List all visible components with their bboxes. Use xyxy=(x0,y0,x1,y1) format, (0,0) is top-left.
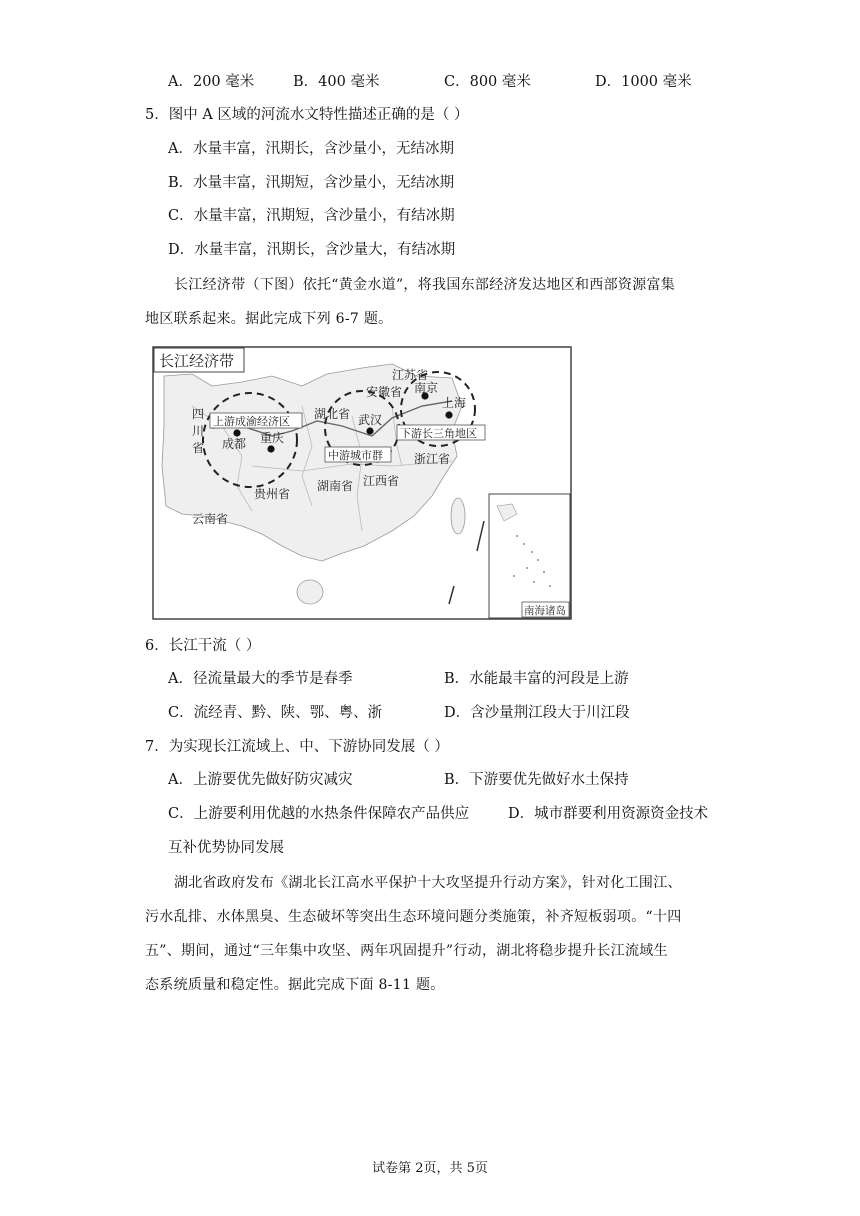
intro2-line1: 湖北省政府发布《湖北长江高水平保护十大攻坚提升行动方案》，针对化工围江、 xyxy=(174,875,682,891)
q5-option-d: D．水量丰富，汛期长，含沙量大，有结冰期 xyxy=(168,242,456,258)
q5-option-b: B．水量丰富，汛期短，含沙量小，无结冰期 xyxy=(168,175,455,191)
province-sichuan-1: 四 xyxy=(192,407,205,421)
q7-option-b: B．下游要优先做好水土保持 xyxy=(444,772,629,788)
province-guizhou: 贵州省 xyxy=(254,487,291,501)
upper-region-label: 上游成渝经济区 xyxy=(213,415,290,428)
province-jiangxi: 江西省 xyxy=(363,474,400,488)
city-nanjing: 南京 xyxy=(414,381,439,395)
wuhan-marker xyxy=(366,427,373,434)
q4-option-b: B．400 毫米 xyxy=(293,74,380,90)
intro1-line2: 地区联系起来。据此完成下列 6-7 题。 xyxy=(145,311,393,327)
q6-option-a: A．径流量最大的季节是春季 xyxy=(168,671,353,687)
chengdu-marker xyxy=(233,429,240,436)
q4-option-a: A．200 毫米 xyxy=(168,74,255,90)
city-shanghai: 上海 xyxy=(442,396,467,410)
city-chengdu: 成都 xyxy=(222,437,247,451)
q6-option-c: C．流经青、黔、陕、鄂、粤、浙 xyxy=(168,705,383,721)
q7-option-c: C．上游要利用优越的水热条件保障农产品供应 xyxy=(168,806,470,822)
q6-option-d: D．含沙量荆江段大于川江段 xyxy=(444,705,630,721)
q6-stem: 6．长江干流（ ） xyxy=(145,638,261,654)
province-hunan: 湖南省 xyxy=(317,479,354,493)
lower-region-label: 下游长三角地区 xyxy=(400,427,477,440)
inset-label: 南海诸岛 xyxy=(524,605,566,617)
hainan-island xyxy=(297,580,323,604)
taiwan-island xyxy=(451,498,465,534)
middle-region-label: 中游城市群 xyxy=(328,449,383,462)
intro2-line4: 态系统质量和稳定性。据此完成下面 8-11 题。 xyxy=(145,977,445,993)
map-title: 长江经济带 xyxy=(159,352,235,370)
city-chongqing: 重庆 xyxy=(260,431,285,445)
q6-option-b: B．水能最丰富的河段是上游 xyxy=(444,671,629,687)
q4-option-c: C．800 毫米 xyxy=(444,74,531,90)
intro2-line3: 五”、期间，通过“三年集中攻坚、两年巩固提升”行动，湖北将稳步提升长江流域生 xyxy=(145,943,668,959)
province-jiangsu: 江苏省 xyxy=(392,368,429,382)
chongqing-marker xyxy=(267,445,274,452)
province-hubei: 湖北省 xyxy=(314,407,351,421)
q5-option-c: C．水量丰富，汛期短，含沙量小，有结冰期 xyxy=(168,208,455,224)
intro1-line1: 长江经济带（下图）依托“黄金水道”，将我国东部经济发达地区和西部资源富集 xyxy=(174,277,676,293)
q7-stem: 7．为实现长江流域上、中、下游协同发展（ ） xyxy=(145,739,449,755)
q7-option-d-cont: 互补优势协同发展 xyxy=(168,840,284,856)
q5-stem: 5．图中 A 区域的河流水文特性描述正确的是（ ） xyxy=(145,107,469,123)
province-zhejiang: 浙江省 xyxy=(414,452,451,466)
page-footer: 试卷第 2页，共 5页 xyxy=(372,1161,488,1176)
q7-option-d: D．城市群要利用资源资金技术 xyxy=(508,806,709,822)
intro2-line2: 污水乱排、水体黑臭、生态破坏等突出生态环境问题分类施策，补齐短板弱项。“十四 xyxy=(145,909,682,925)
province-anhui: 安徽省 xyxy=(366,385,403,399)
province-yunnan: 云南省 xyxy=(192,512,229,526)
q4-option-d: D．1000 毫米 xyxy=(595,74,692,90)
province-sichuan-3: 省 xyxy=(192,441,205,455)
yangtze-economic-belt-map xyxy=(152,346,572,620)
city-wuhan: 武汉 xyxy=(358,413,383,427)
province-sichuan-2: 川 xyxy=(192,424,205,438)
q5-option-a: A．水量丰富，汛期长，含沙量小，无结冰期 xyxy=(168,141,454,157)
shanghai-marker xyxy=(445,411,452,418)
q7-option-a: A．上游要优先做好防灾减灾 xyxy=(168,772,353,788)
